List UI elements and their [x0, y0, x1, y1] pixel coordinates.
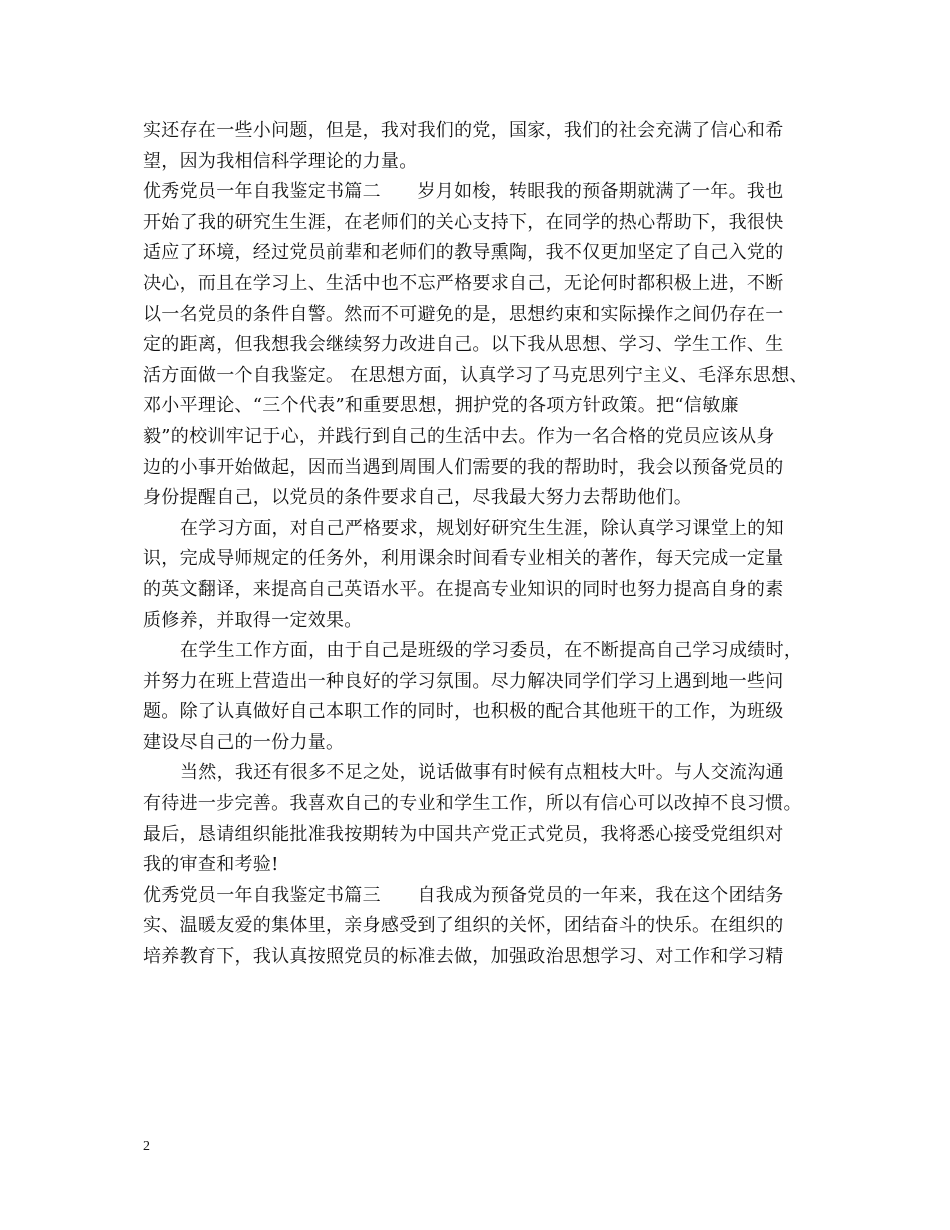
text-line: 的英文翻译，来提高自己英语水平。在提高专业知识的同时也努力提高自身的素 [143, 578, 784, 600]
text-line: 身份提醒自己，以党员的条件要求自己，尽我最大努力去帮助他们。 [143, 487, 692, 509]
text-line: 定的距离，但我想我会继续努力改进自己。以下我从思想、学习、学生工作、生 [143, 334, 784, 356]
document-body [143, 116, 811, 973]
text-line: 决心，而且在学习上、生活中也不忘严格要求自己，无论何时都积极上进，不断 [143, 272, 784, 294]
text-line: 有待进一步完善。我喜欢自己的专业和学生工作，所以有信心可以改掉不良习惯。 [143, 793, 802, 815]
text-line: 在学生工作方面，由于自己是班级的学习委员，在不断提高自己学习成绩时， [180, 640, 803, 662]
text-line: 质修养，并取得一定效果。 [143, 609, 363, 631]
text-line: 培养教育下，我认真按照党员的标准去做，加强政治思想学习、对工作和学习精 [143, 946, 784, 968]
text-line: 建设尽自己的一份力量。 [143, 731, 345, 753]
text-line: 优秀党员一年自我鉴定书篇三 自我成为预备党员的一年来，我在这个团结务 [143, 884, 784, 906]
text-line: 并努力在班上营造出一种良好的学习氛围。尽力解决同学们学习上遇到地一些问 [143, 670, 784, 692]
text-line: 以一名党员的条件自警。然而不可避免的是，思想约束和实际操作之间仍存在一 [143, 303, 784, 325]
text-line: 最后，恳请组织能批准我按期转为中国共产党正式党员，我将悉心接受党组织对 [143, 823, 784, 845]
text-line: 题。除了认真做好自己本职工作的同时，也积极的配合其他班干的工作，为班级 [143, 701, 784, 723]
text-line: 邓小平理论、“三个代表”和重要思想，拥护党的各项方针政策。把“信敏廉 [143, 395, 739, 417]
text-line: 毅”的校训牢记于心，并践行到自己的生活中去。作为一名合格的党员应该从身 [143, 425, 775, 447]
text-line: 开始了我的研究生生涯，在老师们的关心支持下，在同学的热心帮助下，我很快 [143, 211, 784, 233]
page-number: 2 [143, 1139, 150, 1154]
text-line: 活方面做一个自我鉴定。 在思想方面，认真学习了马克思列宁主义、毛泽东思想、 [143, 364, 808, 386]
text-line: 在学习方面，对自己严格要求，规划好研究生生涯，除认真学习课堂上的知 [180, 517, 784, 539]
text-line: 实、温暖友爱的集体里，亲身感受到了组织的关怀，团结奋斗的快乐。在组织的 [143, 915, 784, 937]
text-line: 适应了环境，经过党员前辈和老师们的教导熏陶，我不仅更加坚定了自己入党的 [143, 242, 784, 264]
text-line: 优秀党员一年自我鉴定书篇二 岁月如梭，转眼我的预备期就满了一年。我也 [143, 181, 784, 203]
text-line: 实还存在一些小问题，但是，我对我们的党，国家，我们的社会充满了信心和希 [143, 120, 784, 141]
text-line: 边的小事开始做起，因而当遇到周围人们需要的我的帮助时，我会以预备党员的 [143, 456, 784, 478]
text-line: 望，因为我相信科学理论的力量。 [143, 150, 418, 172]
text-line: 当然，我还有很多不足之处，说话做事有时候有点粗枝大叶。与人交流沟通 [180, 762, 784, 784]
text-line: 我的审查和考验! [143, 854, 279, 876]
text-line: 识，完成导师规定的任务外，利用课余时间看专业相关的著作，每天完成一定量 [143, 548, 784, 570]
